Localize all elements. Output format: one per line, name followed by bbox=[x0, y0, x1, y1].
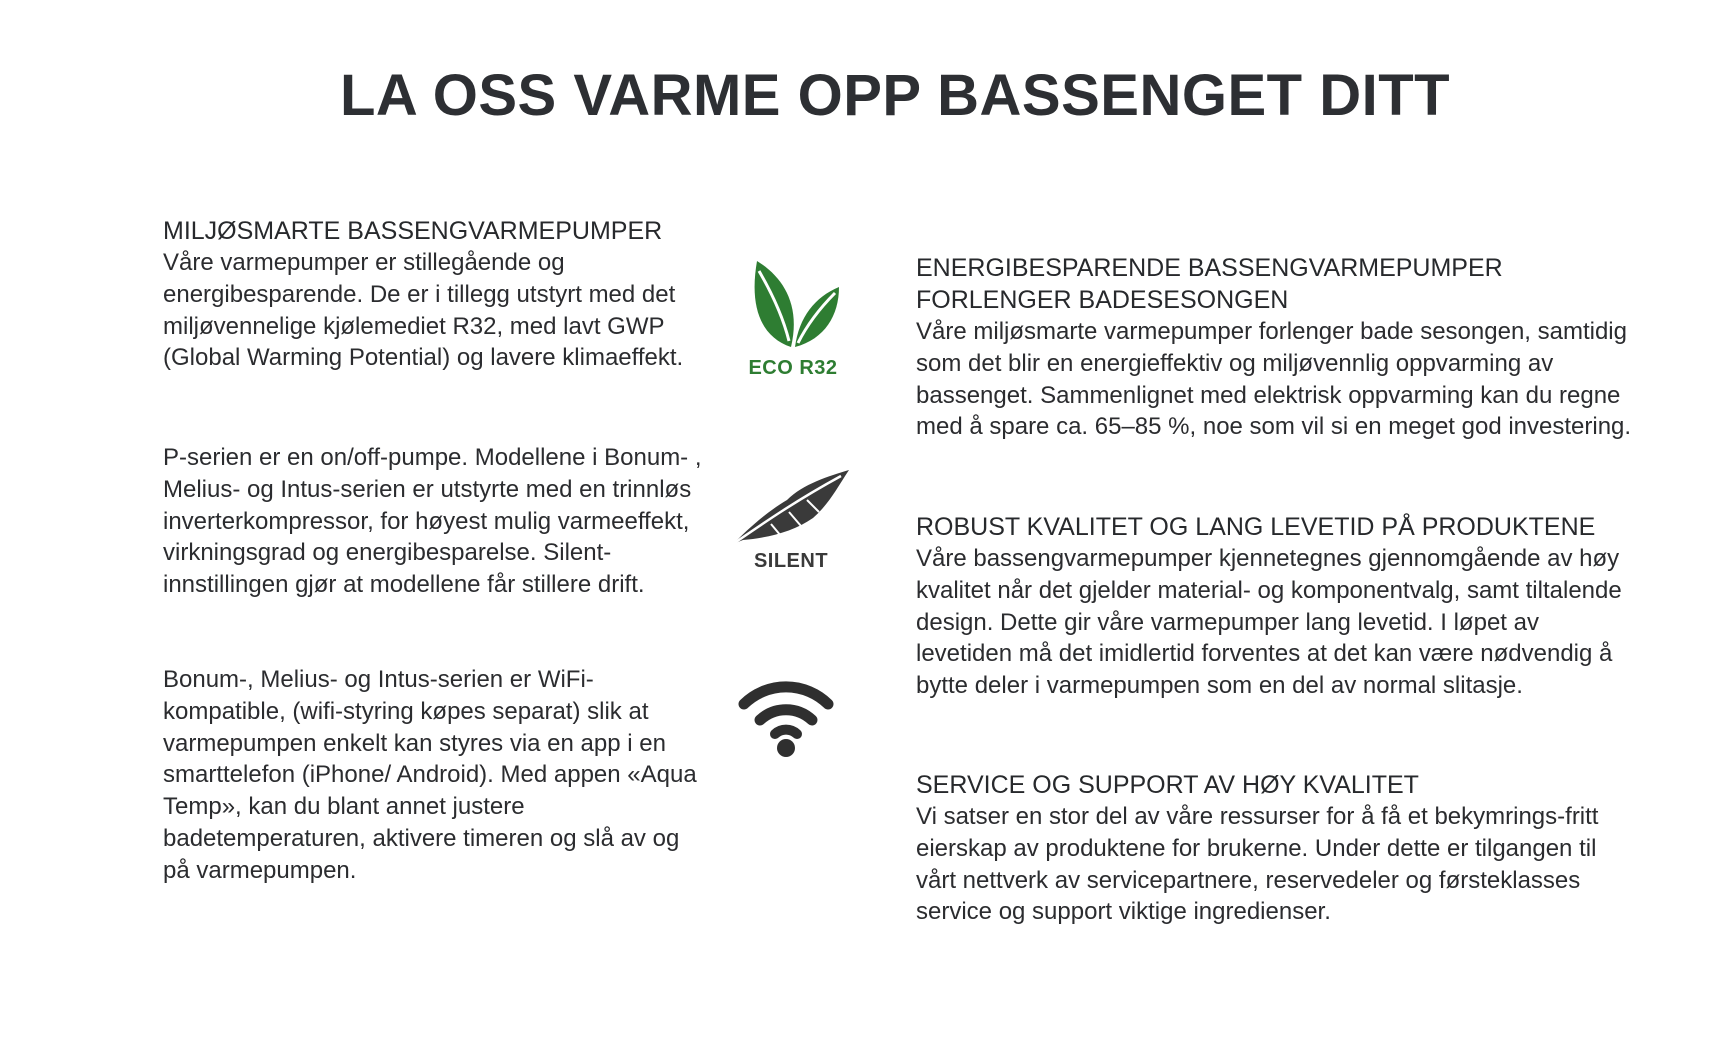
left-section bbox=[163, 215, 703, 374]
wifi-icon bbox=[738, 668, 834, 758]
silent-badge bbox=[726, 470, 856, 573]
leaves-icon bbox=[743, 255, 843, 355]
left-paragraph-2: P-serien er en on/off-pumpe. Modellene i Bonum- , Melius- og Intus-serien er utstyrte med en trinnløs inverterkompressor, for høyest mulig varmeeffekt, virkningsgrad og energibesparelse. Silent-innstillingen gjør at modellene får stillere drift. bbox=[163, 444, 702, 599]
eco-r32-badge bbox=[738, 255, 848, 380]
right-heading-2: ROBUST KVALITET OG LANG LEVETID PÅ PRODUKTENE bbox=[916, 513, 1596, 541]
left-heading: MILJØSMARTE BASSENGVARMEPUMPER bbox=[163, 217, 663, 245]
right-section-3 bbox=[916, 769, 1636, 928]
feather-icon bbox=[731, 470, 851, 548]
right-paragraph-1: Våre miljøsmarte varmepumper forlenger bade sesongen, samtidig som det blir en energieffektiv og miljøvennlig oppvarming av bassenget. Sammenlignet med elektrisk oppvarming kan du regne med å spare ca. 65–85 %, noe som vil si en meget god investering. bbox=[916, 318, 1632, 441]
page-title: LA OSS VARME OPP BASSENGET DITT bbox=[339, 63, 1451, 128]
right-paragraph-3: Vi satser en stor del av våre ressurser for å få et bekymrings-fritt eierskap av produktene for brukerne. Under dette er tilgangen til vårt nettverk av servicepartnere, reservedeler og førsteklasses service og support viktige ingredienser. bbox=[916, 803, 1599, 926]
silent-label: SILENT bbox=[753, 550, 829, 572]
left-section-3 bbox=[163, 664, 703, 887]
left-paragraph-3: Bonum-, Melius- og Intus-serien er WiFi-kompatible, (wifi-styring køpes separat) slik at varmepumpen enkelt kan styres via en app i en smarttelefon (iPhone/ Android). Med appen «Aqua Temp», kan du blant annet justere badetemperaturen, aktivere timeren og slå av og på varmepumpen. bbox=[163, 666, 697, 884]
right-section-1 bbox=[916, 252, 1636, 443]
eco-label: ECO R32 bbox=[748, 357, 838, 379]
wifi-badge bbox=[736, 668, 836, 758]
right-section-2 bbox=[916, 511, 1636, 702]
right-paragraph-2: Våre bassengvarmepumper kjennetegnes gjennomgående av høy kvalitet når det gjelder material- og komponentvalg, samt tiltalende design. Dette gir våre varmepumper lang levetid. I løpet av levetiden må det imidlertid forventes at det kan være nødvendig å bytte deler i varmepumpen som en del av normal slitasje. bbox=[916, 545, 1622, 700]
left-section-2 bbox=[163, 442, 703, 601]
left-paragraph-1: Våre varmepumper er stillegående og energibesparende. De er i tillegg utstyrt med det miljøvennelige kjølemediet R32, med lavt GWP (Global Warming Potential) og lavere klimaeffekt. bbox=[163, 249, 684, 372]
right-heading-1: ENERGIBESPARENDE BASSENGVARMEPUMPER FORLENGER BADESESONGEN bbox=[916, 254, 1503, 314]
right-heading-3: SERVICE OG SUPPORT AV HØY KVALITET bbox=[916, 771, 1419, 799]
